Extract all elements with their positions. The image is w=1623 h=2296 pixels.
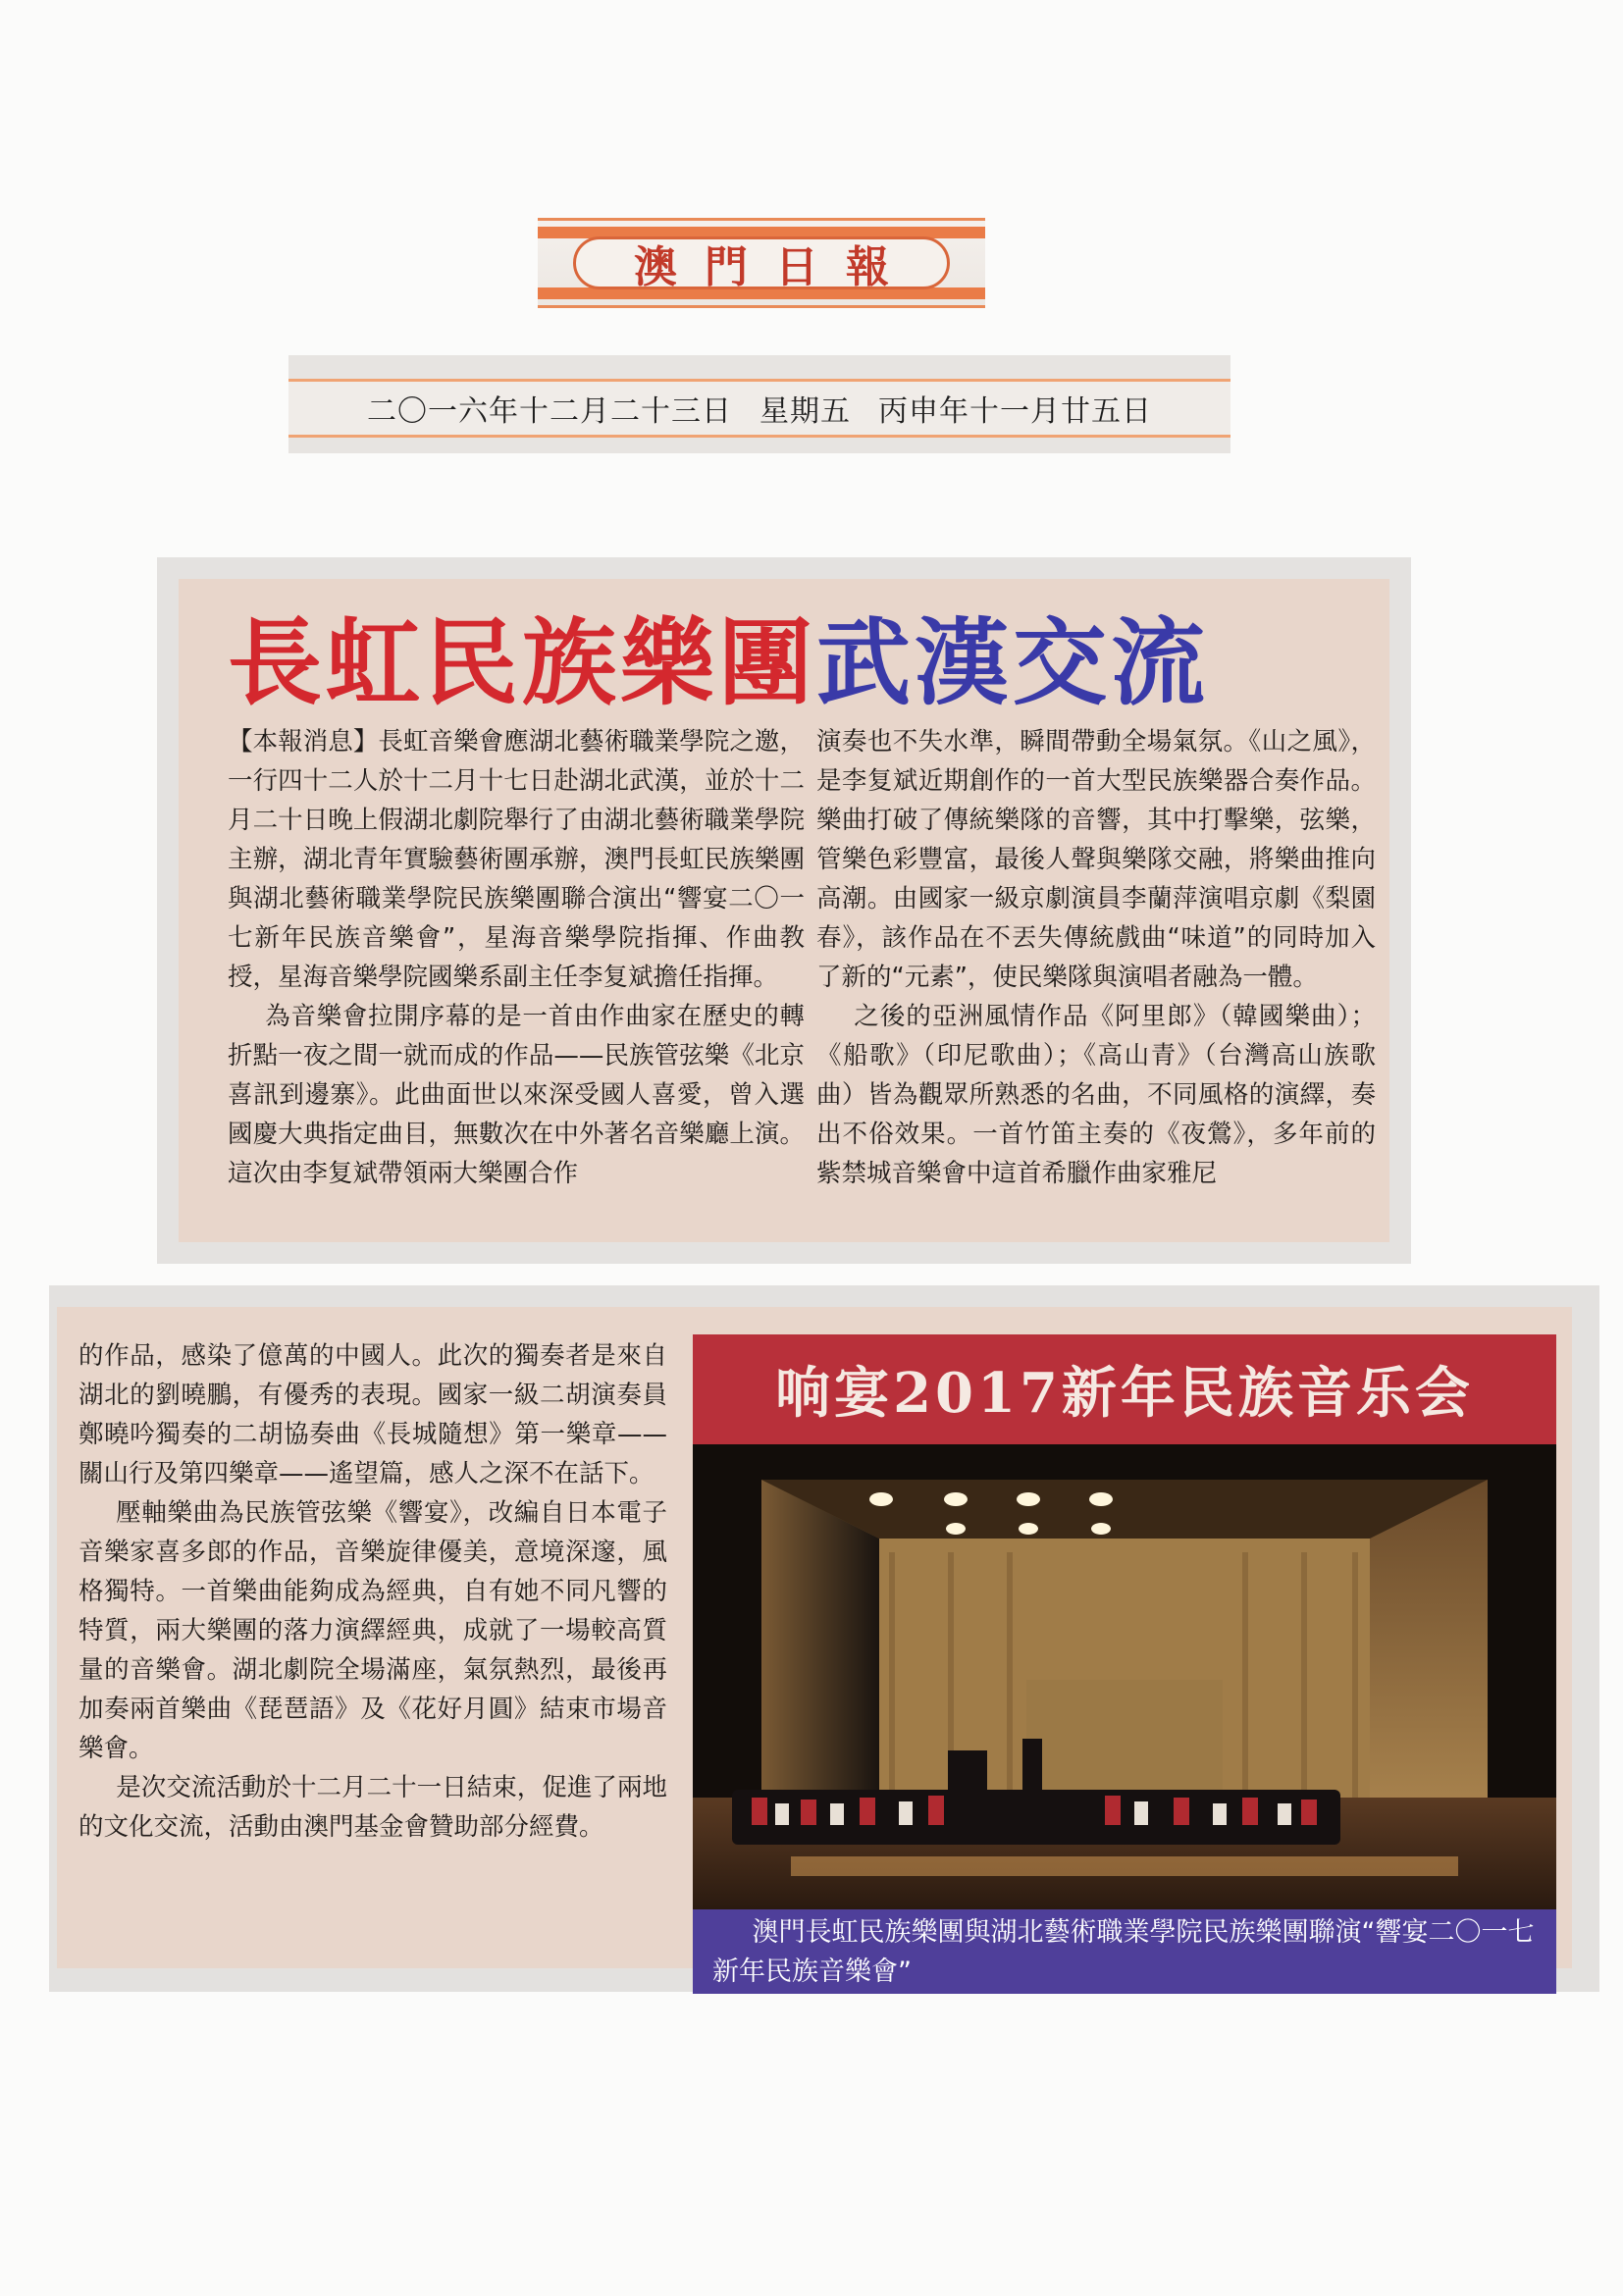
- article-clipping-top: [157, 557, 1411, 1264]
- photo-stage-banner: 响宴2017新年民族音乐会: [693, 1334, 1556, 1444]
- paragraph: 為音樂會拉開序幕的是一首由作曲家在歷史的轉折點一夜之間一就而成的作品——民族管弦樂《北京喜訊到邊寨》。此曲面世以來深受國人喜愛，曾入選國慶大典指定曲目，無數次在中外著名音樂廳上演。這次由李复斌帶領兩大樂團合作: [228, 1002, 805, 1188]
- article-column-2: [816, 722, 1376, 1262]
- headline-part-blue: 武漢交流: [816, 606, 1209, 718]
- article-column-3: [79, 1336, 667, 1945]
- article-clipping-bottom: [49, 1285, 1599, 1992]
- concert-stage-image: [693, 1444, 1556, 1909]
- date-weekday: 星期五: [759, 394, 851, 429]
- paragraph: 壓軸樂曲為民族管弦樂《響宴》，改編自日本電子音樂家喜多郎的作品，音樂旋律優美，意境深邃，風格獨特。一首樂曲能夠成為經典，自有她不同凡響的特質，兩大樂團的落力演繹經典，成就了一場較高質量的音樂會。湖北劇院全場滿座，氣氛熱烈，最後再加奏兩首樂曲《琵琶語》及《花好月圓》結束市場音樂會。: [79, 1498, 667, 1763]
- concert-photo: [693, 1334, 1556, 1994]
- paragraph: 是次交流活動於十二月二十一日結束，促進了兩地的文化交流，活動由澳門基金會贊助部分經費。: [79, 1773, 667, 1842]
- masthead-name: 澳門日報: [634, 242, 916, 292]
- photo-caption: 澳門長虹民族樂團與湖北藝術職業學院民族樂團聯演“響宴二〇一七新年民族音樂會”: [693, 1909, 1556, 1994]
- date-gregorian: 二〇一六年十二月二十三日: [367, 394, 732, 429]
- clipping-paper: [179, 579, 1389, 1242]
- newspaper-masthead: [538, 218, 985, 308]
- article-column-1: [228, 722, 805, 1262]
- masthead-logo: [573, 236, 950, 292]
- date-lunar: 丙申年十一月廿五日: [878, 394, 1152, 429]
- paragraph: 的作品，感染了億萬的中國人。此次的獨奏者是來自湖北的劉曉鵬，有優秀的表現。國家一級二胡演奏員鄭曉吟獨奏的二胡協奏曲《長城隨想》第一樂章——關山行及第四樂章——遙望篇，感人之深不在話下。: [79, 1341, 667, 1488]
- paragraph: 之後的亞洲風情作品《阿里郎》（韓國樂曲）；《船歌》（印尼歌曲）；《高山青》（台灣高山族歌曲）皆為觀眾所熟悉的名曲，不同風格的演繹，奏出不俗效果。一首竹笛主奏的《夜鶯》，多年前的紫禁城音樂會中這首希臘作曲家雅尼: [816, 1002, 1376, 1188]
- paragraph: 演奏也不失水準，瞬間帶動全場氣氛。《山之風》，是李复斌近期創作的一首大型民族樂器合奏作品。樂曲打破了傳統樂隊的音響，其中打擊樂，弦樂，管樂色彩豐富，最後人聲與樂隊交融，將樂曲推向高潮。由國家一級京劇演員李蘭萍演唱京劇《梨園春》，該作品在不丟失傳統戲曲“味道”的同時加入了新的“元素”，使民樂隊與演唱者融為一體。: [816, 727, 1376, 992]
- paragraph: 【本報消息】長虹音樂會應湖北藝術職業學院之邀，一行四十二人於十二月十七日赴湖北武漢，並於十二月二十日晚上假湖北劇院舉行了由湖北藝術職業學院主辦，湖北青年實驗藝術團承辦，澳門長虹民族樂團與湖北藝術職業學院民族樂團聯合演出“響宴二〇一七新年民族音樂會”，星海音樂學院指揮、作曲教授，星海音樂學院國樂系副主任李复斌擔任指揮。: [228, 727, 805, 992]
- article-headline: [228, 597, 1376, 718]
- date-strip: [288, 355, 1230, 453]
- headline-part-red: 長虹民族樂團: [228, 606, 816, 718]
- clipping-paper: [57, 1307, 1572, 1987]
